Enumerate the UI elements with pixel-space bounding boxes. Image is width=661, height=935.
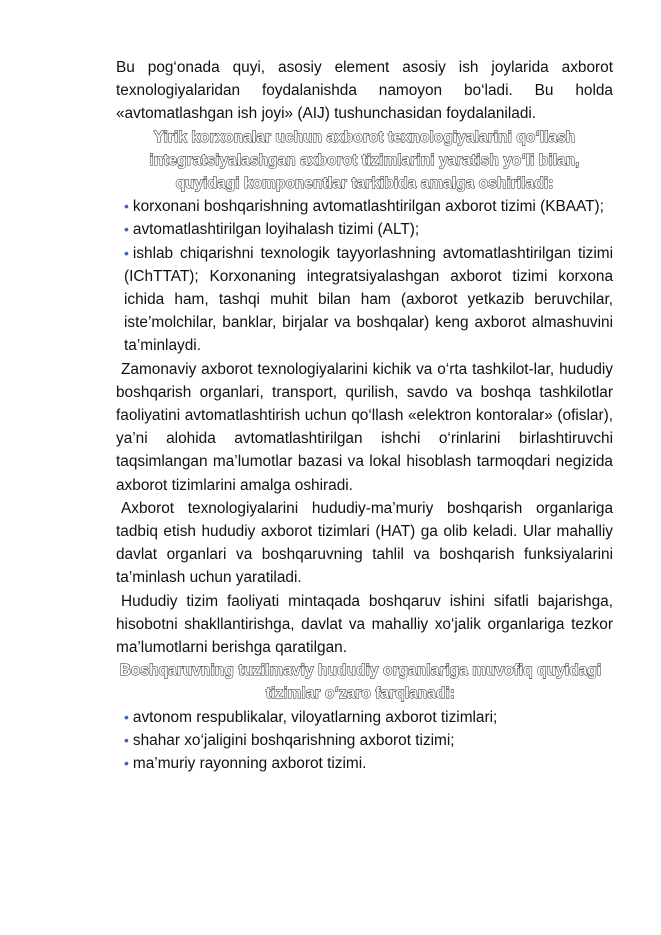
bullet-icon: • bbox=[124, 731, 129, 748]
paragraph-1: Bu pog‘onada quyi, asosiy element asosiy ish joylarida axborot texnologiyalaridan foydalanishda namoyon bo‘ladi. Bu holda «avtomatlashgan ish joyi» (AIJ) tushunchasidan foydalaniladi. bbox=[116, 59, 613, 123]
heading-2: Boshqaruvning tuzilmaviy hududiy organlariga muvofiq quyidagi tizimlar o‘zaro farqlanadi: bbox=[119, 662, 602, 703]
paragraph-4: Hududiy tizim faoliyati mintaqada boshqaruv ishini sifatli bajarishga, hisobotni shakllantirishga, davlat va mahalliy xo‘jalik organlariga tezkor ma’lumotlarni berishga qaratilgan. bbox=[116, 592, 613, 657]
list-item bbox=[116, 706, 613, 729]
bullet-icon: • bbox=[124, 198, 129, 215]
list-item-text: ishlab chiqarishni texnologik tayyorlashning avtomatlashtirilgan tizimi (IChTTAT); Korxonaning integratsiyalashgan axborot tizimi korxona ichida ham, tashqi muhit bilan ham (axborot yetkazib beruvchilar, iste’molchilar, banklar, birjalar va boshqalar) keng axborot almashuvini ta’minlaydi. bbox=[124, 244, 613, 355]
paragraph-2: Zamonaviy axborot texnologiyalarini kichik va o‘rta tashkilot-lar, hududiy boshqarish organlari, transport, qurilish, savdo va boshqa tashkilotlar faoliyatini avtomatlashtirish uchun qo‘llash «elektron kontoralar» (ofislar), ya’ni alohida avtomatlashtirilgan ishchi o‘rinlarini birlashtiruvchi taqsimlangan ma’lumotlar bazasi va lokal hisoblash tarmoqdari negizida axborot tizimlarini amalga oshiradi. bbox=[116, 360, 613, 494]
bullet-icon: • bbox=[124, 244, 129, 261]
list-item-text: korxonani boshqarishning avtomatlashtirilgan axborot tizimi (KBAAT); bbox=[132, 198, 604, 216]
list-item-text: ma’muriy rayonning axborot tizimi. bbox=[132, 755, 367, 773]
list-item bbox=[116, 729, 613, 752]
bullet-icon: • bbox=[124, 221, 129, 238]
list-item-text: avtonom respublikalar, viloyatlarning axborot tizimlari; bbox=[132, 708, 498, 726]
list-item bbox=[116, 195, 613, 218]
list-item-text: avtomatlashtirilgan loyihalash tizimi (ALT); bbox=[132, 221, 420, 239]
bullet-icon: • bbox=[124, 708, 129, 725]
list-item bbox=[116, 218, 613, 241]
bullet-icon: • bbox=[124, 755, 129, 772]
heading-1: Yirik korxonalar uchun axborot texnologiyalarini qo‘llash integratsiyalashgan axborot tizimlarini yaratish yo‘li bilan, quyidagi komponentlar tarkibida amalga oshiriladi: bbox=[149, 128, 580, 193]
list-item bbox=[116, 752, 613, 775]
list-item bbox=[116, 242, 613, 358]
paragraph-3: Axborot texnologiyalarini hududiy-ma’muriy boshqarish organlariga tadbiq etish hududiy axborot tizimlari (HAT) ga olib keladi. Ular mahalliy davlat organlari va boshqaruvning tahlil va boshqarish funksiyalarini ta’minlash uchun yaratiladi. bbox=[116, 499, 613, 587]
list-item-text: shahar xo‘jaligini boshqarishning axborot tizimi; bbox=[132, 731, 455, 749]
